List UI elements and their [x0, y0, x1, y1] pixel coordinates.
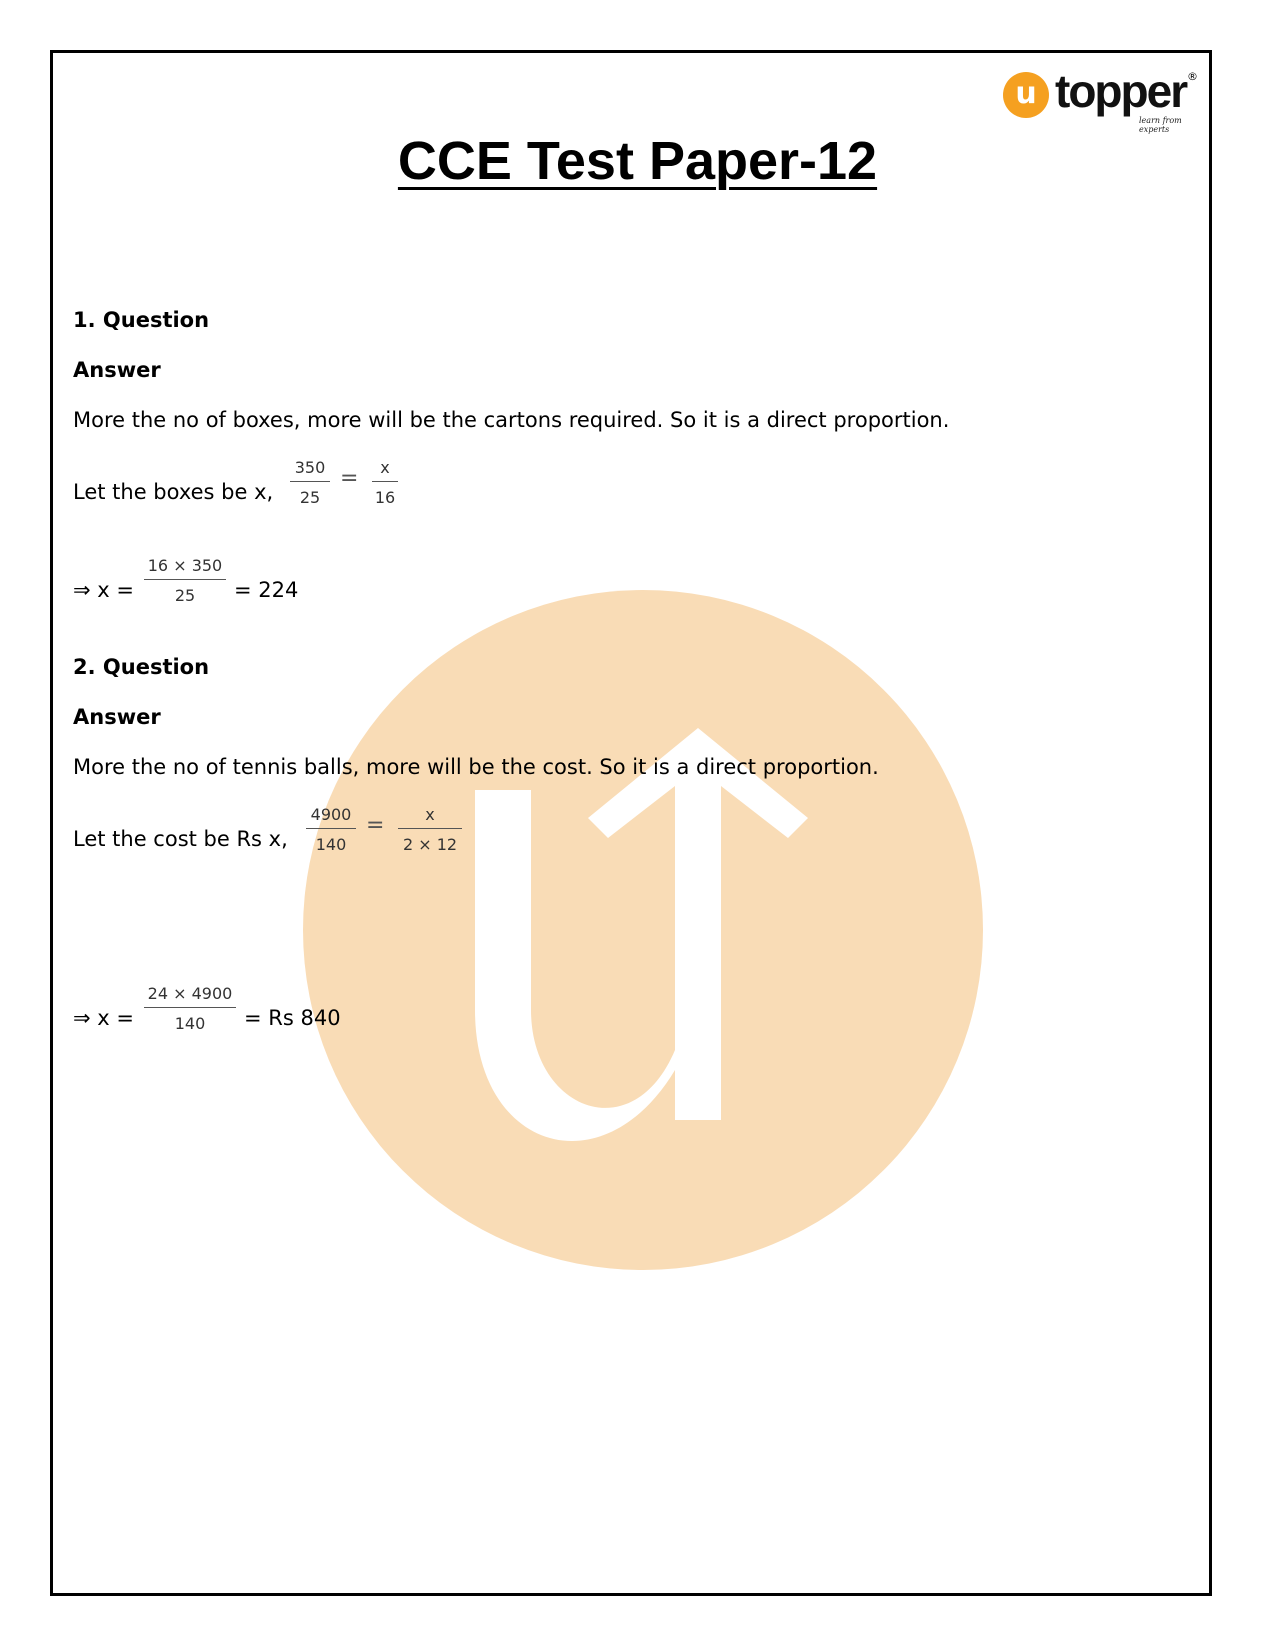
page-title: CCE Test Paper-12	[397, 131, 878, 191]
q1-frac2-denominator: 16	[374, 488, 396, 507]
logo-mark-icon: u	[1003, 72, 1049, 118]
q2-setup-text: Let the cost be Rs x,	[73, 827, 288, 851]
q1-answer-label: Answer	[73, 358, 161, 382]
q1-result-lhs: ⇒ x =	[73, 578, 134, 602]
q2-answer-label: Answer	[73, 705, 161, 729]
q1-setup-text: Let the boxes be x,	[73, 480, 274, 504]
q2-result-rhs: = Rs 840	[244, 1006, 341, 1030]
q2-result-lhs: ⇒ x =	[73, 1006, 134, 1030]
q1-fraction-16x350-25	[144, 556, 226, 605]
q2-frac3-denominator: 140	[174, 1014, 206, 1033]
q1-heading: 1. Question	[73, 308, 210, 332]
q2-fraction-4900-140	[306, 805, 356, 854]
q2-frac3-numerator: 24 × 4900	[144, 984, 236, 1008]
q2-fraction-24x4900-140	[144, 984, 236, 1033]
logo-registered-mark: ®	[1187, 70, 1198, 83]
q2-frac2-numerator: x	[398, 805, 462, 829]
q2-statement: More the no of tennis balls, more will be the cost. So it is a direct proportion.	[73, 755, 879, 779]
logo-tagline: learn from experts	[1139, 116, 1182, 134]
q1-frac1-denominator: 25	[299, 488, 321, 507]
watermark-logo-icon	[303, 590, 983, 1270]
q1-result-rhs: = 224	[234, 578, 299, 602]
q2-fraction-x-2x12	[398, 805, 462, 854]
q1-frac3-denominator: 25	[174, 586, 196, 605]
q2-frac2-denominator: 2 × 12	[402, 835, 458, 854]
q1-equals-sign: =	[340, 466, 359, 491]
q1-statement: More the no of boxes, more will be the cartons required. So it is a direct proportion.	[73, 408, 950, 432]
q1-frac1-numerator: 350	[290, 458, 330, 482]
logo-name: topper	[1055, 65, 1187, 117]
q2-frac1-denominator: 140	[315, 835, 347, 854]
q2-frac1-numerator: 4900	[306, 805, 356, 829]
q1-fraction-350-25	[290, 458, 330, 507]
q2-equals-sign: =	[366, 813, 385, 838]
topper-logo	[1003, 65, 1198, 134]
q1-fraction-x-16	[372, 458, 398, 507]
q1-frac2-numerator: x	[372, 458, 398, 482]
q1-frac3-numerator: 16 × 350	[144, 556, 226, 580]
q2-heading: 2. Question	[73, 655, 210, 679]
